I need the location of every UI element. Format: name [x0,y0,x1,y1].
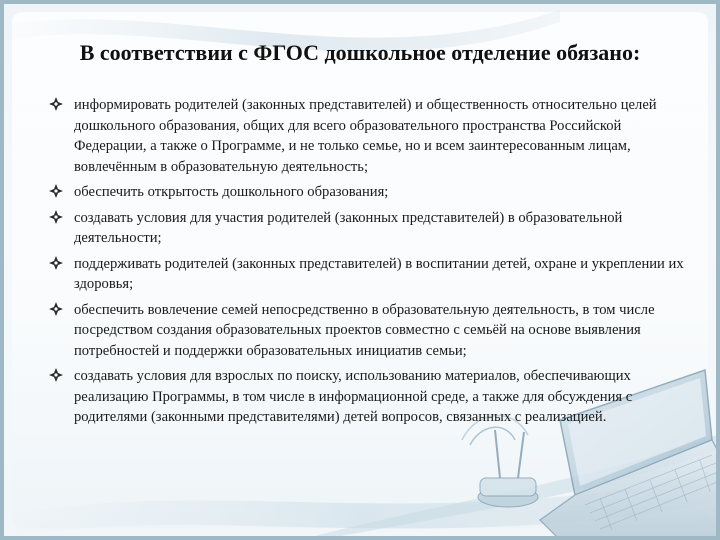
bullet-text: создавать условия для участия родителей (законных представителей) в образовательной деятельности; [74,209,623,246]
diamond-bullet-icon [48,301,64,317]
bullet-text: обеспечить вовлечение семей непосредственно в образовательную деятельность, в том числе посредством создания образовательных проектов совместно с семьёй на основе выявления потребностей и поддержки образовательных инициатив семьи; [74,301,655,359]
list-item [48,182,688,203]
bullet-text: информировать родителей (законных представителей) и общественность относительно целей дошкольного образования, общих для всего образовательного пространства Российской Федерации, а также о Программе, и не только семье, но и всем заинтересованным лицам, вовлечённым в образовательную деятельность; [74,97,657,175]
list-item [48,95,688,177]
diamond-bullet-icon [48,255,64,271]
bullet-list [48,95,688,433]
diamond-bullet-icon [48,96,64,112]
list-item [48,208,688,249]
diamond-bullet-icon [48,209,64,225]
slide-title: В соответствии с ФГОС дошкольное отделение обязано: [79,40,641,65]
diamond-bullet-icon [48,183,64,199]
bullet-text: поддерживать родителей (законных представителей) в воспитании детей, охране и укреплении их здоровья; [74,255,684,292]
list-item [48,254,688,295]
bullet-text: создавать условия для взрослых по поиску, использованию материалов, обеспечивающих реализацию Программы, в том числе в информационной среде, а также для обсуждения с родителями (законными представителями) детей вопросов, связанных с реализацией. [74,368,633,425]
list-item [48,300,688,362]
bullet-text: обеспечить открытость дошкольного образования; [74,184,389,200]
diamond-bullet-icon [48,367,64,383]
list-item [48,366,688,428]
